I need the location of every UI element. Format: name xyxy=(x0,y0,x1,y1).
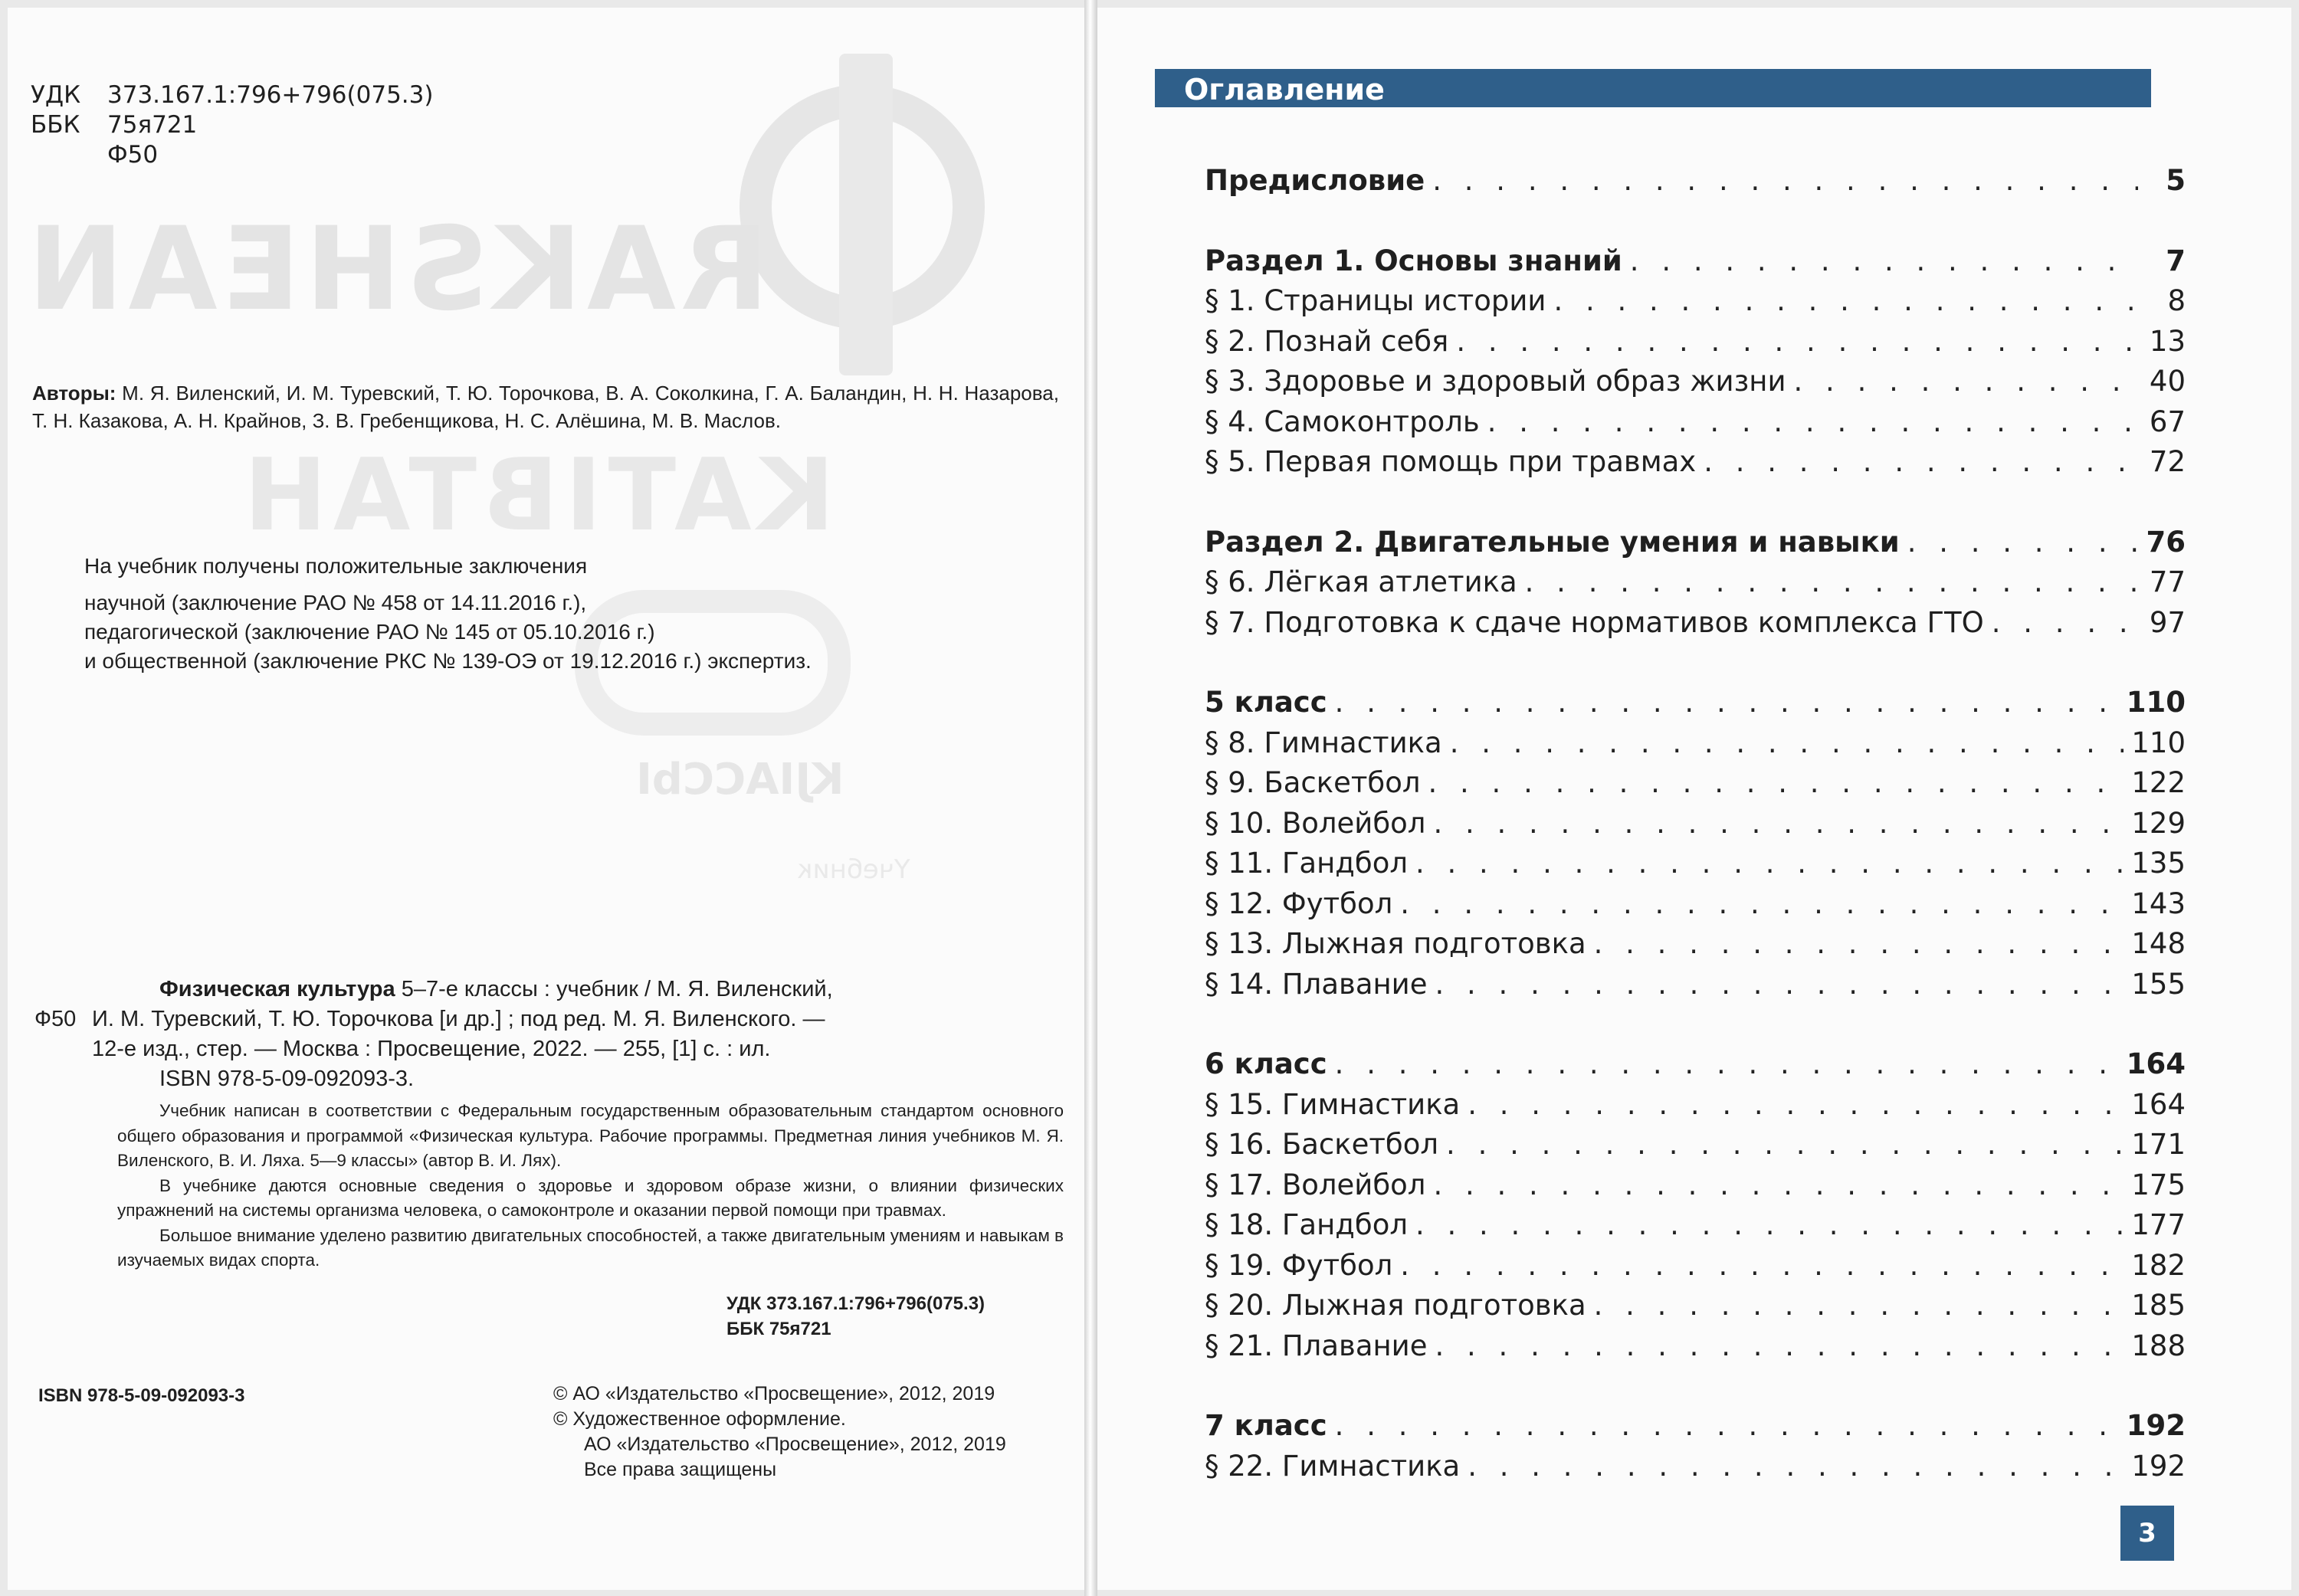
toc-leader-dots xyxy=(1400,1246,2124,1286)
toc-entry-label: § 10. Волейбол xyxy=(1205,806,1426,840)
ghost-cover-word: RAKSHEAN xyxy=(23,203,769,336)
left-page xyxy=(8,8,1084,1590)
toc-entry-label: § 20. Лыжная подготовка xyxy=(1205,1289,1586,1322)
toc-entry[interactable] xyxy=(1205,804,2186,844)
right-page xyxy=(1097,8,2291,1590)
toc-entry-label: 7 класс xyxy=(1205,1409,1327,1442)
toc-entry-page: 177 xyxy=(2131,1208,2186,1241)
toc-group-gap xyxy=(1205,483,2186,523)
copyright-block xyxy=(553,1381,1006,1483)
classification-block xyxy=(31,80,433,170)
codes-bottom xyxy=(726,1291,985,1342)
reviews-line-1: На учебник получены положительные заключения xyxy=(84,554,588,578)
toc-entry-label: Предисловие xyxy=(1205,164,1425,197)
authors-list: М. Я. Виленский, И. М. Туревский, Т. Ю. Торочкова, В. А. Соколкина, Г. А. Баландин, Н. Н. Назарова, Т. Н. Казакова, А. Н. Крайнов, З. В. Гребенщикова, Н. С. Алёшина, М. В. Маслов. xyxy=(32,382,1059,432)
toc-leader-dots xyxy=(1704,442,2138,483)
toc-leader-dots xyxy=(1428,763,2124,804)
toc-entry[interactable] xyxy=(1205,362,2186,402)
bib-isbn: ISBN 978-5-09-092093-3. xyxy=(159,1067,415,1091)
toc-leader-dots xyxy=(1433,1165,2124,1206)
toc-entry-page: 97 xyxy=(2149,605,2186,639)
toc-entry-label: 5 класс xyxy=(1205,686,1327,719)
toc-leader-dots xyxy=(1433,804,2124,844)
toc-leader-dots xyxy=(1468,1085,2124,1126)
toc-entry[interactable] xyxy=(1205,1085,2186,1126)
toc-entry[interactable] xyxy=(1205,1326,2186,1367)
toc-entry-label: Раздел 2. Двигательные умения и навыки xyxy=(1205,525,1900,559)
toc-entry-page: 13 xyxy=(2149,324,2186,358)
toc-leader-dots xyxy=(1335,1044,2119,1085)
toc-entry-page: 76 xyxy=(2146,525,2186,559)
toc-entry-page: 185 xyxy=(2131,1289,2186,1322)
toc-entry-page: 67 xyxy=(2149,405,2186,438)
reviews-line-2: научной (заключение РАО № 458 от 14.11.2016 г.), xyxy=(84,591,587,614)
toc-leader-dots xyxy=(1594,1286,2124,1326)
toc-entry-label: § 7. Подготовка к сдаче нормативов комплекса ГТО xyxy=(1205,605,1984,639)
toc-entry[interactable] xyxy=(1205,1165,2186,1206)
toc-entry[interactable] xyxy=(1205,924,2186,965)
copyright-line-3: АО «Издательство «Просвещение», 2012, 2019 xyxy=(584,1434,1006,1455)
toc-leader-dots xyxy=(1630,241,2138,282)
toc-entry-label: § 15. Гимнастика xyxy=(1205,1087,1461,1121)
toc-entry[interactable] xyxy=(1205,402,2186,443)
toc-entry-label: § 21. Плавание xyxy=(1205,1329,1428,1362)
author-mark: Ф50 xyxy=(107,141,159,169)
toc-entry-label: § 1. Страницы истории xyxy=(1205,284,1546,317)
toc-entry-label: § 18. Гандбол xyxy=(1205,1208,1408,1241)
toc-entry[interactable] xyxy=(1205,844,2186,884)
toc-entry[interactable] xyxy=(1205,1286,2186,1326)
toc-entry-label: Раздел 1. Основы знаний xyxy=(1205,244,1622,277)
bib-code: Ф50 xyxy=(34,1007,77,1031)
toc-leader-dots xyxy=(1446,1125,2124,1165)
annotation-p3: Большое внимание уделено развитию двигательных способностей, а также двигательным умениям и навыкам в изучаемых видах спорта. xyxy=(117,1225,1064,1270)
toc-section-entry[interactable] xyxy=(1205,683,2186,723)
toc-leader-dots xyxy=(1400,884,2124,925)
toc-entry[interactable] xyxy=(1205,562,2186,603)
annotation-p1: Учебник написан в соответствии с Федеральным государственным образовательным стандартом основного общего образования и программой «Физическая культура. Рабочие программы. Предметная линия учебников М. Я. Виленского, В. И. Ляха. 5—9 классы» (автор В. И. Лях). xyxy=(117,1101,1064,1170)
udk-value: 373.167.1:796+796(075.3) xyxy=(107,81,434,109)
toc-entry-page: 148 xyxy=(2131,927,2186,960)
authors-paragraph xyxy=(32,379,1059,434)
toc-entry-page: 129 xyxy=(2131,806,2186,840)
toc-entry-page: 175 xyxy=(2131,1168,2186,1201)
reviews-block xyxy=(84,552,812,676)
bib-line-2 xyxy=(34,1004,1061,1034)
toc-section-entry[interactable] xyxy=(1205,1406,2186,1447)
ghost-cover-word-2: KATIBTAH xyxy=(238,437,835,553)
toc-leader-dots xyxy=(1794,362,2138,402)
toc-entry-page: 122 xyxy=(2131,766,2186,799)
bbk-key: ББК xyxy=(31,111,80,139)
toc-entry-page: 77 xyxy=(2149,565,2186,598)
toc-entry-label: § 16. Баскетбол xyxy=(1205,1128,1439,1161)
toc-leader-dots xyxy=(1487,402,2138,443)
toc-leader-dots xyxy=(1468,1447,2124,1487)
toc-entry-page: 110 xyxy=(2126,686,2186,719)
bibliographic-record xyxy=(34,975,1064,1273)
toc-leader-dots xyxy=(1553,281,2138,322)
toc-group-gap xyxy=(1205,1004,2186,1044)
toc-entry-page: 155 xyxy=(2131,967,2186,1001)
toc-entry[interactable] xyxy=(1205,1447,2186,1487)
toc-entry-label: § 8. Гимнастика xyxy=(1205,726,1442,759)
bib-line-3: 12-е изд., стер. — Москва : Просвещение, 2022. — 255, [1] с. : ил. xyxy=(92,1037,771,1061)
toc-leader-dots xyxy=(1432,161,2138,202)
toc-entry-page: 192 xyxy=(2126,1409,2186,1442)
toc-entry[interactable] xyxy=(1205,442,2186,483)
toc-entry[interactable] xyxy=(1205,884,2186,925)
toc-entry-label: § 3. Здоровье и здоровый образ жизни xyxy=(1205,365,1786,398)
toc-section-entry[interactable] xyxy=(1205,241,2186,282)
toc-leader-dots xyxy=(1456,322,2138,362)
bib-line-2-text: И. М. Туревский, Т. Ю. Торочкова [и др.] ; под ред. М. Я. Виленского. — xyxy=(92,1007,825,1031)
toc-entry-label: § 14. Плавание xyxy=(1205,967,1428,1001)
toc-leader-dots xyxy=(1450,723,2124,764)
codes-bottom-bbk: ББК 75я721 xyxy=(726,1319,831,1339)
toc-entry-label: § 12. Футбол xyxy=(1205,886,1393,920)
toc-entry[interactable] xyxy=(1205,723,2186,764)
table-of-contents xyxy=(1205,161,2186,1486)
toc-entry-label: § 2. Познай себя xyxy=(1205,324,1449,358)
toc-entry-label: § 22. Гимнастика xyxy=(1205,1449,1461,1483)
reviews-line-3: педагогической (заключение РАО № 145 от 05.10.2016 г.) xyxy=(84,620,655,644)
copyright-line-4: Все права защищены xyxy=(584,1459,777,1480)
toc-entry-label: § 4. Самоконтроль xyxy=(1205,405,1480,438)
ghost-klassy: KJIACCbI xyxy=(636,755,844,805)
toc-entry[interactable] xyxy=(1205,1246,2186,1286)
toc-entry-page: 72 xyxy=(2149,445,2186,478)
toc-section-entry[interactable] xyxy=(1205,161,2186,202)
udk-key: УДК xyxy=(31,81,81,109)
book-gutter xyxy=(1084,0,1097,1596)
isbn-bottom: ISBN 978-5-09-092093-3 xyxy=(38,1385,245,1406)
reviews-line-4: и общественной (заключение РКС № 139-ОЭ от 19.12.2016 г.) экспертиз. xyxy=(84,649,812,673)
toc-leader-dots xyxy=(1415,844,2124,884)
authors-label: Авторы: xyxy=(32,382,116,405)
toc-leader-dots xyxy=(1435,965,2124,1005)
page-number: 3 xyxy=(2120,1506,2174,1561)
bib-title-line xyxy=(34,975,1061,1004)
toc-entry-page: 5 xyxy=(2166,164,2186,197)
toc-entry-page: 40 xyxy=(2149,365,2186,398)
toc-group-gap xyxy=(1205,1366,2186,1406)
bib-title-rest: 5–7-е классы : учебник / М. Я. Виленский, xyxy=(395,977,833,1001)
toc-entry-page: 192 xyxy=(2131,1449,2186,1483)
toc-entry-page: 164 xyxy=(2126,1047,2186,1080)
toc-entry[interactable] xyxy=(1205,763,2186,804)
toc-entry-page: 164 xyxy=(2131,1087,2186,1121)
toc-leader-dots xyxy=(1992,603,2138,644)
toc-entry-label: § 9. Баскетбол xyxy=(1205,766,1421,799)
toc-leader-dots xyxy=(1594,924,2124,965)
ghost-uchebnik: Yчебник xyxy=(797,854,910,885)
bib-title: Физическая культура xyxy=(159,977,395,1001)
toc-entry-page: 8 xyxy=(2167,284,2186,317)
toc-entry-page: 7 xyxy=(2166,244,2186,277)
toc-leader-dots xyxy=(1525,562,2138,603)
annotation-p2: В учебнике даются основные сведения о здоровье и здоровом образе жизни, о влиянии физических упражнений на системы организма человека, о самоконтроле и оказании первой помощи при травмах. xyxy=(117,1175,1064,1220)
toc-header-bar xyxy=(1155,69,2151,107)
toc-leader-dots xyxy=(1415,1205,2124,1246)
toc-entry[interactable] xyxy=(1205,1125,2186,1165)
toc-leader-dots xyxy=(1335,1406,2119,1447)
toc-entry-label: § 5. Первая помощь при травмах xyxy=(1205,445,1697,478)
bbk-value: 75я721 xyxy=(107,111,198,139)
toc-entry-label: § 11. Гандбол xyxy=(1205,847,1408,880)
annotation xyxy=(117,1099,1064,1273)
copyright-line-1: © АО «Издательство «Просвещение», 2012, 2019 xyxy=(553,1383,995,1404)
toc-leader-dots xyxy=(1435,1326,2124,1367)
toc-group-gap xyxy=(1205,202,2186,241)
toc-entry-label: § 17. Волейбол xyxy=(1205,1168,1426,1201)
toc-entry-label: § 6. Лёгкая атлетика xyxy=(1205,565,1517,598)
toc-entry-page: 143 xyxy=(2131,886,2186,920)
toc-section-entry[interactable] xyxy=(1205,1044,2186,1085)
toc-entry-page: 110 xyxy=(2131,726,2186,759)
toc-entry-label: § 13. Лыжная подготовка xyxy=(1205,927,1586,960)
toc-entry[interactable] xyxy=(1205,322,2186,362)
toc-section-entry[interactable] xyxy=(1205,523,2186,563)
toc-entry-label: § 19. Футбол xyxy=(1205,1248,1393,1282)
toc-entry[interactable] xyxy=(1205,281,2186,322)
toc-entry-page: 135 xyxy=(2131,847,2186,880)
toc-entry[interactable] xyxy=(1205,603,2186,644)
ghost-phi-bar xyxy=(839,54,893,375)
toc-entry-label: 6 класс xyxy=(1205,1047,1327,1080)
toc-entry-page: 171 xyxy=(2131,1128,2186,1161)
toc-entry[interactable] xyxy=(1205,1205,2186,1246)
toc-leader-dots xyxy=(1907,523,2138,563)
codes-bottom-udk: УДК 373.167.1:796+796(075.3) xyxy=(726,1293,986,1314)
toc-entry[interactable] xyxy=(1205,965,2186,1005)
toc-group-gap xyxy=(1205,643,2186,683)
copyright-line-2: © Художественное оформление. xyxy=(553,1408,846,1430)
toc-title: Оглавление xyxy=(1184,73,1385,107)
toc-entry-page: 188 xyxy=(2131,1329,2186,1362)
toc-entry-page: 182 xyxy=(2131,1248,2186,1282)
toc-leader-dots xyxy=(1335,683,2119,723)
ghost-phi-logo xyxy=(740,84,985,329)
